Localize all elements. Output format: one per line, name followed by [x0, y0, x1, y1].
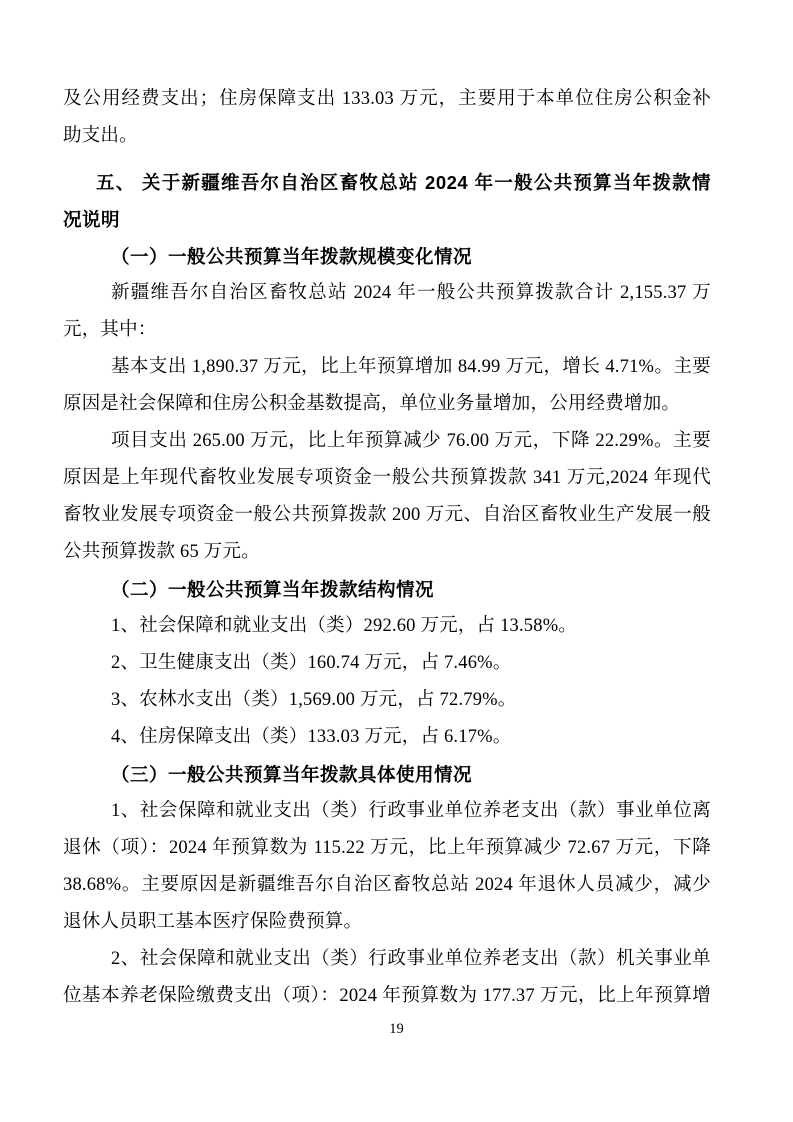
text-line: 1、社会保障和就业支出（类）292.60 万元，占 13.58%。: [111, 616, 578, 636]
text-line: 位基本养老保险缴费支出（项）：2024 年预算数为 177.37 万元，比上年预算增: [63, 986, 711, 1006]
text-line: 原因是社会保障和住房公积金基数提高，单位业务量增加，公用经费增加。: [63, 394, 681, 414]
text-line: 新疆维吾尔自治区畜牧总站 2024 年一般公共预算拨款合计 2,155.37 万: [111, 283, 711, 303]
text-line: 2、社会保障和就业支出（类）行政事业单位养老支出（款）机关事业单: [111, 949, 711, 969]
text-line: 基本支出 1,890.37 万元，比上年预算增加 84.99 万元，增长 4.71%。主要: [111, 357, 711, 377]
text-line: 况说明: [63, 209, 121, 230]
text-line: （三）一般公共预算当年拨款具体使用情况: [111, 764, 473, 785]
text-line: 3、农林水支出（类）1,569.00 万元，占 72.79%。: [111, 690, 517, 710]
text-line: 4、住房保障支出（类）133.03 万元，占 6.17%。: [111, 727, 512, 747]
text-line: 2、卫生健康支出（类）160.74 万元，占 7.46%。: [111, 653, 512, 673]
text-line: 退休人员职工基本医疗保险费预算。: [63, 912, 363, 932]
text-line: 元，其中：: [63, 320, 157, 340]
document-body: [63, 81, 711, 1015]
text-line: （一）一般公共预算当年拨款规模变化情况: [111, 246, 473, 267]
page-number: 19: [389, 1021, 404, 1037]
text-line: 畜牧业发展专项资金一般公共预算拨款 200 万元、自治区畜牧业生产发展一般: [63, 505, 711, 525]
text-line: 及公用经费支出；住房保障支出 133.03 万元，主要用于本单位住房公积金补: [63, 89, 711, 109]
text-line: 原因是上年现代畜牧业发展专项资金一般公共预算拨款 341 万元,2024 年现代: [63, 468, 711, 488]
text-line: （二）一般公共预算当年拨款结构情况: [111, 579, 435, 600]
text-line: 38.68%。主要原因是新疆维吾尔自治区畜牧总站 2024 年退休人员减少，减少: [63, 875, 711, 895]
text-line: 五、 关于新疆维吾尔自治区畜牧总站 2024 年一般公共预算当年拨款情: [96, 172, 711, 193]
text-line: 项目支出 265.00 万元，比上年预算减少 76.00 万元，下降 22.29%。主要: [111, 431, 711, 451]
text-line: 1、社会保障和就业支出（类）行政事业单位养老支出（款）事业单位离: [111, 801, 711, 821]
text-line: 退休（项）：2024 年预算数为 115.22 万元，比上年预算减少 72.67 万元，下降: [63, 838, 711, 858]
text-line: 助支出。: [63, 126, 138, 146]
text-line: 公共预算拨款 65 万元。: [63, 542, 260, 562]
